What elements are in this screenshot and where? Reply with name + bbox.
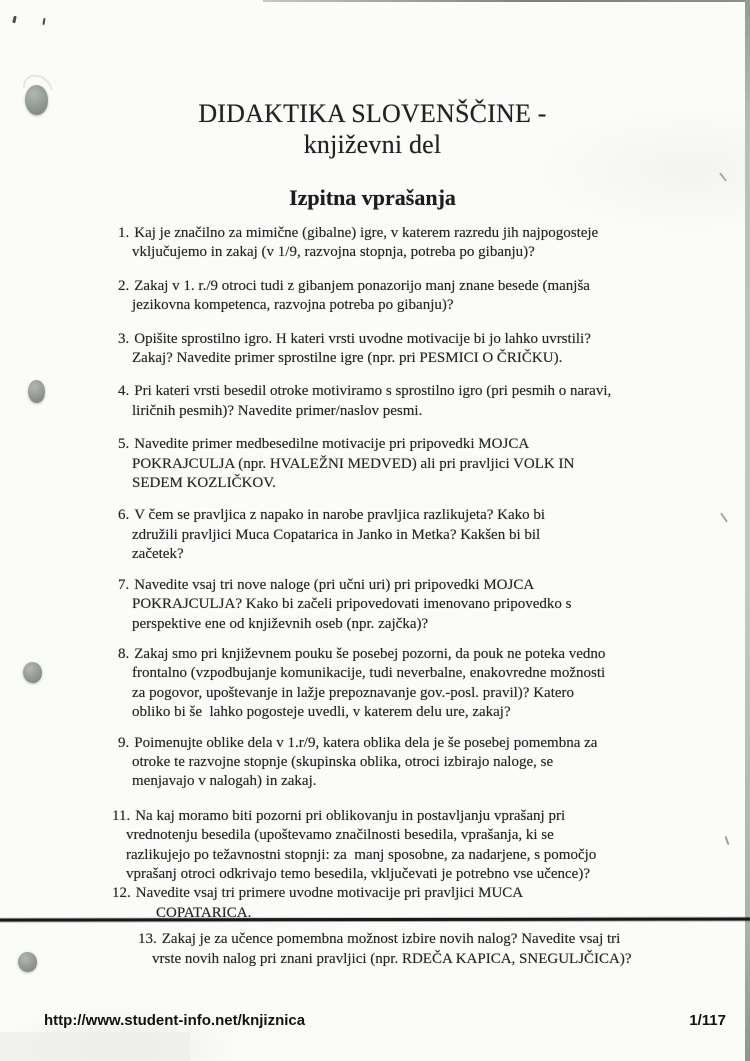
question-number: 7. [118, 576, 130, 593]
question-line: jezikovna kompetenca, razvojna potreba po gibanju)? [132, 297, 454, 314]
question-line: vključujemo in zakaj (v 1/9, razvojna stopnja, potreba po gibanju)? [132, 244, 535, 261]
question-item [112, 884, 693, 923]
footer-page-indicator: 1/117 [689, 1012, 726, 1029]
question-number: 12. [112, 885, 131, 902]
punch-hole-2 [28, 380, 45, 403]
question-line: 8. Zakaj smo pri književnem pouku še posebej pozorni, da pouk ne poteka vedno [118, 645, 606, 662]
question-item [118, 506, 693, 564]
scan-edge-top [263, 0, 750, 2]
punch-hole-4 [18, 952, 37, 972]
question-item [118, 645, 693, 723]
question-item [118, 734, 693, 792]
question-line: obliko bi še lahko pogosteje uvedli, v katerem delu ure, zakaj? [132, 704, 511, 721]
question-line: za pogovor, upoštevanje in lažje prepoznavanje gov.-posl. pravil)? Katero [132, 684, 575, 701]
question-number: 8. [118, 645, 130, 662]
question-number: 2. [118, 277, 130, 294]
question-item [112, 807, 693, 885]
question-line: liričnih pesmih)? Navedite primer/naslov pesmi. [132, 402, 423, 419]
page-footer [44, 1012, 726, 1029]
scan-speck [725, 836, 730, 845]
question-item [118, 330, 693, 369]
scan-speck [719, 172, 727, 181]
question-number: 3. [118, 330, 130, 347]
question-line: POKRAJCULJA (npr. HVALEŽNI MEDVED) ali pri pravljici VOLK IN [132, 455, 575, 472]
document-title-line2: književni del [303, 130, 442, 159]
scan-speck [720, 512, 728, 522]
question-number: 13. [138, 931, 157, 948]
question-number: 9. [118, 734, 130, 751]
scan-speck [12, 16, 17, 24]
question-line: SEDEM KOZLIČKOV. [132, 475, 276, 492]
scan-edge-right [745, 0, 750, 1061]
question-item [118, 277, 693, 316]
question-line: 1. Kaj je značilno za mimične (gibalne) igre, v katerem razredu jih najpogosteje [118, 225, 599, 241]
question-line: 13. Zakaj je za učence pomembna možnost izbire novih nalog? Navedite vsaj tri [138, 931, 621, 948]
question-line: frontalno (vzpodbujanje komunikacije, tudi neverbalne, enakovredne možnosti [132, 665, 606, 682]
question-line: 9. Poimenujte oblike dela v 1.r/9, katera oblika dela je še posebej pomembna za [118, 734, 598, 751]
question-line: vrednotenju besedila (upoštevamo značilnosti besedila, vprašanja, ki se [126, 827, 554, 844]
question-item [118, 435, 693, 493]
question-number: 6. [118, 507, 130, 524]
question-line: perspektive ene od književnih oseb (npr. zajčka)? [132, 615, 429, 632]
question-line: 5. Navedite primer medbesedilne motivacije pri pripovedki MOJCA [118, 436, 530, 453]
question-line: 4. Pri kateri vrsti besedil otroke motiviramo s sprostilno igro (pri pesmih o naravi, [118, 383, 612, 400]
question-line: POKRAJCULJA? Kako bi začeli pripovedovati imenovano pripovedko s [132, 596, 572, 613]
question-line: 11. Na kaj moramo biti pozorni pri oblikovanju in postavljanju vprašanj pri [112, 807, 566, 824]
question-item [118, 224, 693, 263]
document-title [15, 98, 730, 160]
question-line: otroke te razvojne stopnje (skupinska oblika, otroci izbirajo naloge, se [132, 753, 554, 770]
question-line: začetek? [132, 546, 184, 563]
punch-hole-3 [23, 662, 42, 683]
question-line: 7. Navedite vsaj tri nove naloge (pri učni uri) pri pripovedki MOJCA [118, 576, 535, 593]
footer-url: http://www.student-info.net/knjiznica [44, 1012, 306, 1029]
question-line: Zakaj? Navedite primer sprostilne igre (npr. pri PESMICI O ČRIČKU). [132, 350, 563, 367]
question-line: COPATARICA. [156, 904, 252, 921]
scan-speck [42, 18, 45, 25]
questions-list [112, 224, 693, 969]
question-item [118, 576, 693, 634]
question-line: združili pravljici Muca Copatarica in Janko in Metka? Kakšen bi bil [132, 526, 541, 543]
question-line: vprašanj otroci odkrivajo temo besedila, vključevati je potrebno vse učence)? [126, 865, 590, 882]
question-number: 4. [118, 383, 130, 400]
question-line: 12. Navedite vsaj tri primere uvodne motivacije pri pravljici MUCA [112, 885, 524, 902]
document-title-line1: DIDAKTIKA SLOVENŠČINE - [198, 99, 547, 128]
document-subtitle: Izpitna vprašanja [289, 185, 456, 210]
question-line: 3. Opišite sprostilno igro. H kateri vrsti uvodne motivacije bi jo lahko uvrstili? [118, 330, 591, 347]
question-item [138, 930, 693, 969]
question-number: 5. [118, 436, 130, 453]
question-number: 1. [118, 225, 130, 241]
question-line: vrste novih nalog pri znani pravljici (npr. RDEČA KAPICA, SNEGULJČICA)? [152, 950, 632, 967]
scan-shadow-bottom-left [0, 1032, 190, 1061]
question-item [118, 382, 693, 421]
question-line: menjavajo v nalogah) in zakaj. [132, 773, 317, 790]
question-line: 2. Zakaj v 1. r./9 otroci tudi z gibanjem ponazorijo manj znane besede (manjša [118, 277, 590, 294]
question-line: razlikujejo po težavnostni stopnji: za manj sposobne, za nadarjene, s pomočjo [126, 846, 597, 863]
question-number: 11. [112, 807, 131, 824]
question-line: 6. V čem se pravljica z napako in narobe pravljica razlikujeta? Kako bi [118, 507, 546, 524]
